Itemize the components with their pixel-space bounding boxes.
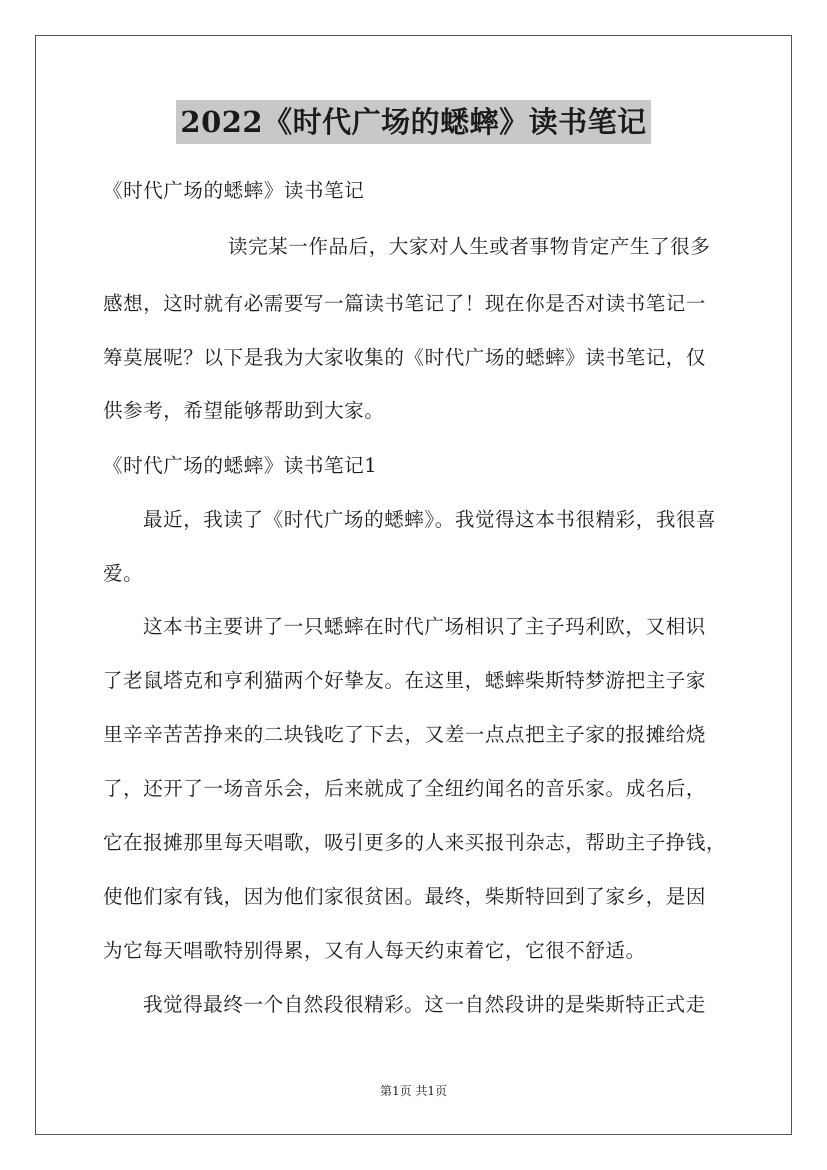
paragraph-line: 为它每天唱歌特别得累，又有人每天约束着它，它很不舒适。 <box>103 939 646 962</box>
title-container <box>0 100 827 144</box>
paragraph-line: 最近，我读了《时代广场的蟋蟀》。我觉得这本书很精彩，我很喜 <box>143 508 717 531</box>
paragraph-line: 爱。 <box>103 562 144 585</box>
paragraph-line: 它在报摊那里每天唱歌，吸引更多的人来买报刊杂志，帮助主子挣钱， <box>103 831 727 854</box>
paragraph-line: 了，还开了一场音乐会，后来就成了全纽约闻名的音乐家。成名后， <box>103 777 707 800</box>
paragraph-line: 感想，这时就有必需要写一篇读书笔记了！现在你是否对读书笔记一 <box>103 292 707 315</box>
paragraph-line: 供参考，希望能够帮助到大家。 <box>103 399 385 422</box>
subtitle: 《时代广场的蟋蟀》读书笔记 <box>103 179 365 202</box>
paragraph-line: 使他们家有钱，因为他们家很贫困。最终，柴斯特回到了家乡，是因 <box>103 885 707 908</box>
document-title: 2022《时代广场的蟋蟀》读书笔记 <box>176 100 650 144</box>
page-number: 第1页 共1页 <box>379 1084 448 1098</box>
paragraph-line: 读完某一作品后，大家对人生或者事物肯定产生了很多 <box>228 235 711 258</box>
paragraph-line: 了老鼠塔克和亨利猫两个好挚友。在这里，蟋蟀柴斯特梦游把主子家 <box>103 669 707 692</box>
paragraph-line: 这本书主要讲了一只蟋蟀在时代广场相识了主子玛利欧，又相识 <box>143 615 706 638</box>
paragraph-line: 里辛辛苦苦挣来的二块钱吃了下去，又差一点点把主子家的报摊给烧 <box>103 723 707 746</box>
section-heading: 《时代广场的蟋蟀》读书笔记1 <box>103 454 378 477</box>
paragraph-line: 我觉得最终一个自然段很精彩。这一自然段讲的是柴斯特正式走 <box>143 993 706 1016</box>
paragraph-line: 筹莫展呢？以下是我为大家收集的《时代广场的蟋蟀》读书笔记，仅 <box>103 346 707 369</box>
